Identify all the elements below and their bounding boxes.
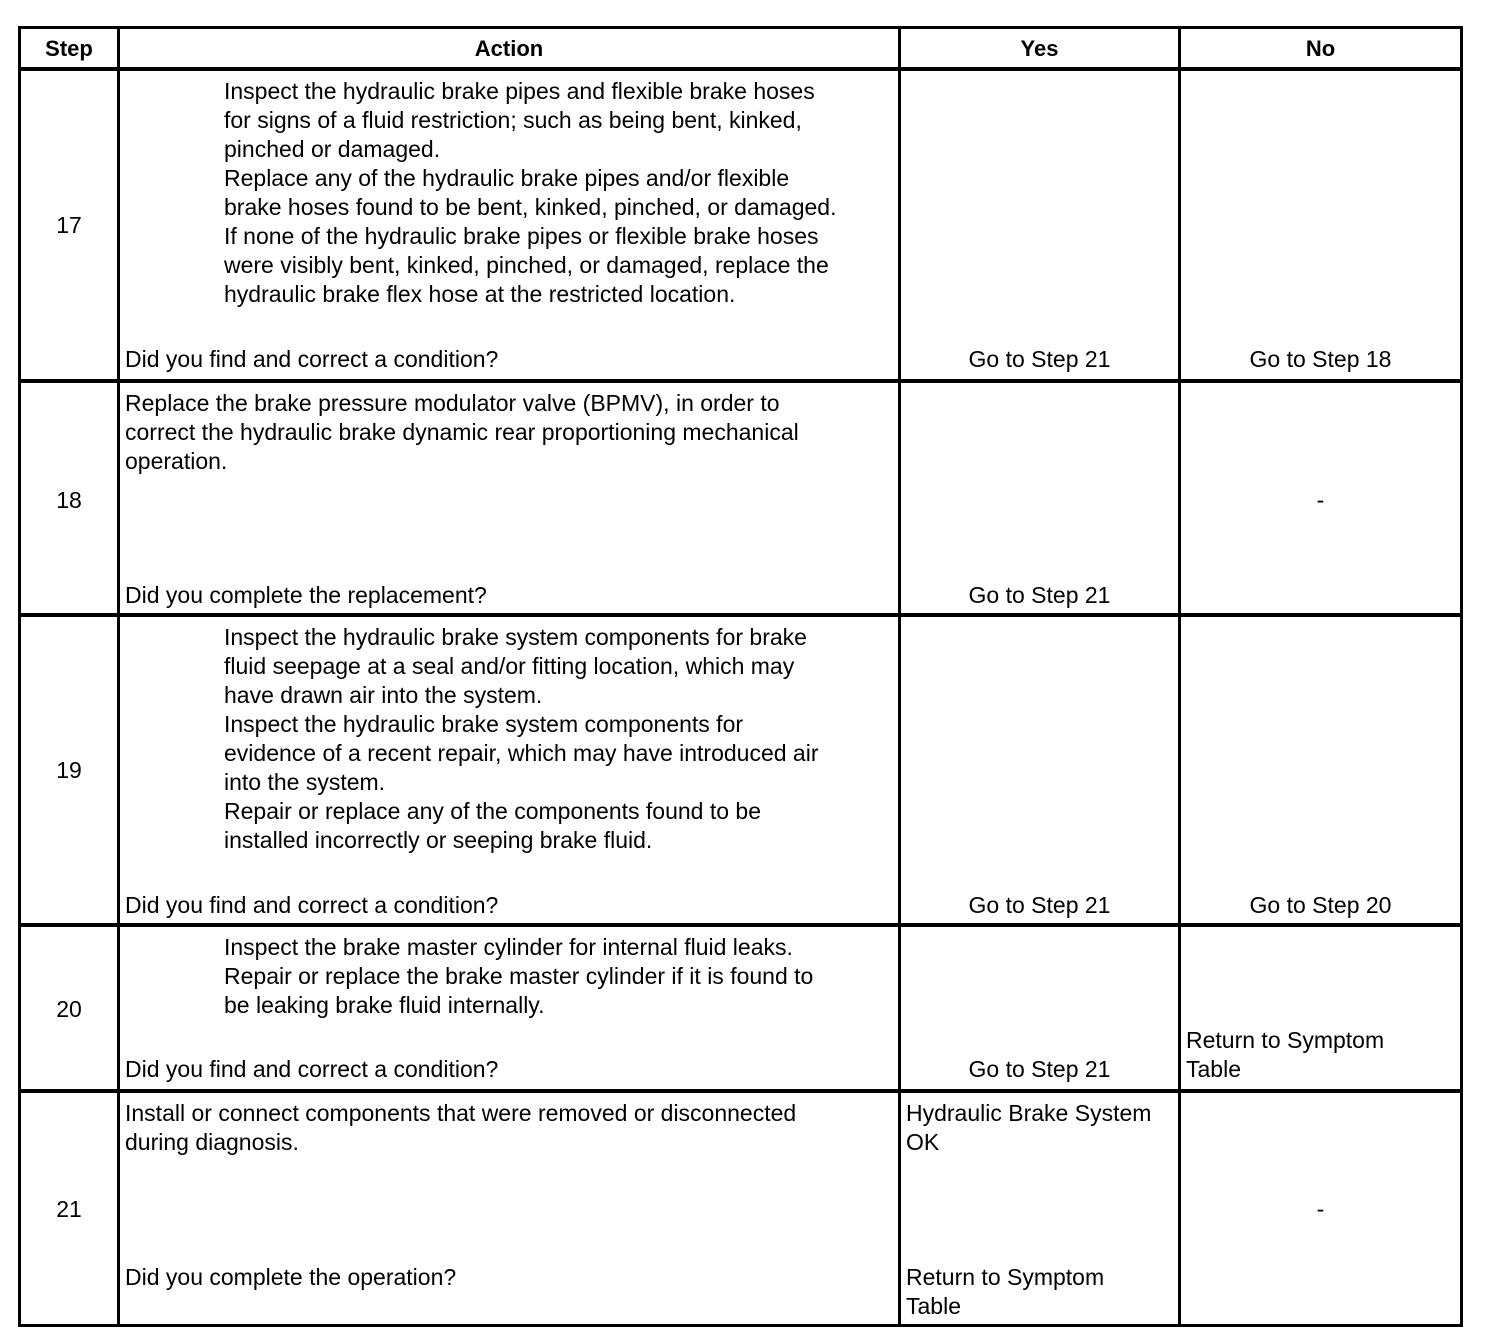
- action-line: Replace any of the hydraulic brake pipes and/or flexible: [224, 165, 790, 191]
- action-text: [120, 623, 898, 855]
- action-line: evidence of a recent repair, which may have introduced air: [224, 740, 819, 766]
- step-number: 20: [56, 996, 82, 1022]
- table-row: [21, 1093, 1460, 1324]
- header-no: No: [1305, 36, 1336, 61]
- action-line: pinched or damaged.: [224, 136, 441, 162]
- table-row: [21, 71, 1460, 379]
- action-line: Inspect the hydraulic brake system components for: [224, 711, 744, 737]
- header-step: Step: [45, 36, 93, 61]
- action-text: [120, 1099, 898, 1157]
- action-line: If none of the hydraulic brake pipes or flexible brake hoses: [224, 223, 819, 249]
- yes-result-line: Hydraulic Brake System: [906, 1100, 1152, 1126]
- no-result: -: [1316, 1196, 1325, 1222]
- no-result: Go to Step 18: [1249, 346, 1392, 372]
- header-yes: Yes: [1020, 36, 1059, 61]
- no-result: [1186, 1026, 1460, 1084]
- action-line: Inspect the hydraulic brake pipes and flexible brake hoses: [224, 78, 815, 104]
- no-result: Go to Step 20: [1249, 892, 1392, 918]
- action-line: Repair or replace any of the components found to be: [224, 798, 762, 824]
- header-action: Action: [474, 36, 544, 61]
- diagnostic-table: [18, 26, 1463, 1327]
- action-line: for signs of a fluid restriction; such as being bent, kinked,: [224, 107, 802, 133]
- yes-result: Go to Step 21: [968, 1056, 1111, 1082]
- action-text: [120, 389, 898, 476]
- action-line: during diagnosis.: [125, 1129, 299, 1155]
- yes-result-return: [906, 1263, 1178, 1321]
- action-line: operation.: [125, 448, 228, 474]
- step-number: 17: [56, 212, 82, 238]
- action-line: Install or connect components that were removed or disconnected: [125, 1100, 797, 1126]
- action-text: [120, 933, 898, 1020]
- yes-result: Go to Step 21: [968, 346, 1111, 372]
- no-result-line: Table: [1186, 1056, 1241, 1082]
- no-result: -: [1316, 487, 1325, 513]
- action-line: brake hoses found to be bent, kinked, pinched, or damaged.: [224, 194, 837, 220]
- question-text: Did you find and correct a condition?: [125, 346, 499, 372]
- action-line: be leaking brake fluid internally.: [224, 992, 545, 1018]
- yes-result-line: Return to Symptom: [906, 1264, 1105, 1290]
- action-line: have drawn air into the system.: [224, 682, 543, 708]
- action-line: hydraulic brake flex hose at the restricted location.: [224, 281, 736, 307]
- action-line: Repair or replace the brake master cylinder if it is found to: [224, 963, 814, 989]
- question-text: Did you find and correct a condition?: [125, 892, 499, 918]
- yes-result-line: Table: [906, 1293, 961, 1319]
- yes-result: Go to Step 21: [968, 582, 1111, 608]
- action-line: correct the hydraulic brake dynamic rear proportioning mechanical: [125, 419, 799, 445]
- action-line: Inspect the brake master cylinder for internal fluid leaks.: [224, 934, 793, 960]
- question-text: Did you complete the operation?: [125, 1264, 457, 1290]
- step-number: 19: [56, 757, 82, 783]
- action-text: [120, 77, 898, 309]
- question-text: Did you find and correct a condition?: [125, 1056, 499, 1082]
- table-row: [21, 927, 1460, 1089]
- yes-result: Go to Step 21: [968, 892, 1111, 918]
- yes-result-ok: [906, 1099, 1178, 1157]
- action-line: Inspect the hydraulic brake system components for brake: [224, 624, 807, 650]
- action-line: were visibly bent, kinked, pinched, or damaged, replace the: [224, 252, 829, 278]
- yes-result-line: OK: [906, 1129, 940, 1155]
- question-text: Did you complete the replacement?: [125, 582, 487, 608]
- action-line: fluid seepage at a seal and/or fitting location, which may: [224, 653, 795, 679]
- step-number: 21: [56, 1196, 82, 1222]
- table-row: [21, 383, 1460, 613]
- table-row: [21, 617, 1460, 923]
- action-line: installed incorrectly or seeping brake fluid.: [224, 827, 653, 853]
- action-line: Replace the brake pressure modulator valve (BPMV), in order to: [125, 390, 780, 416]
- step-number: 18: [56, 487, 82, 513]
- no-result-line: Return to Symptom: [1186, 1027, 1385, 1053]
- action-line: into the system.: [224, 769, 386, 795]
